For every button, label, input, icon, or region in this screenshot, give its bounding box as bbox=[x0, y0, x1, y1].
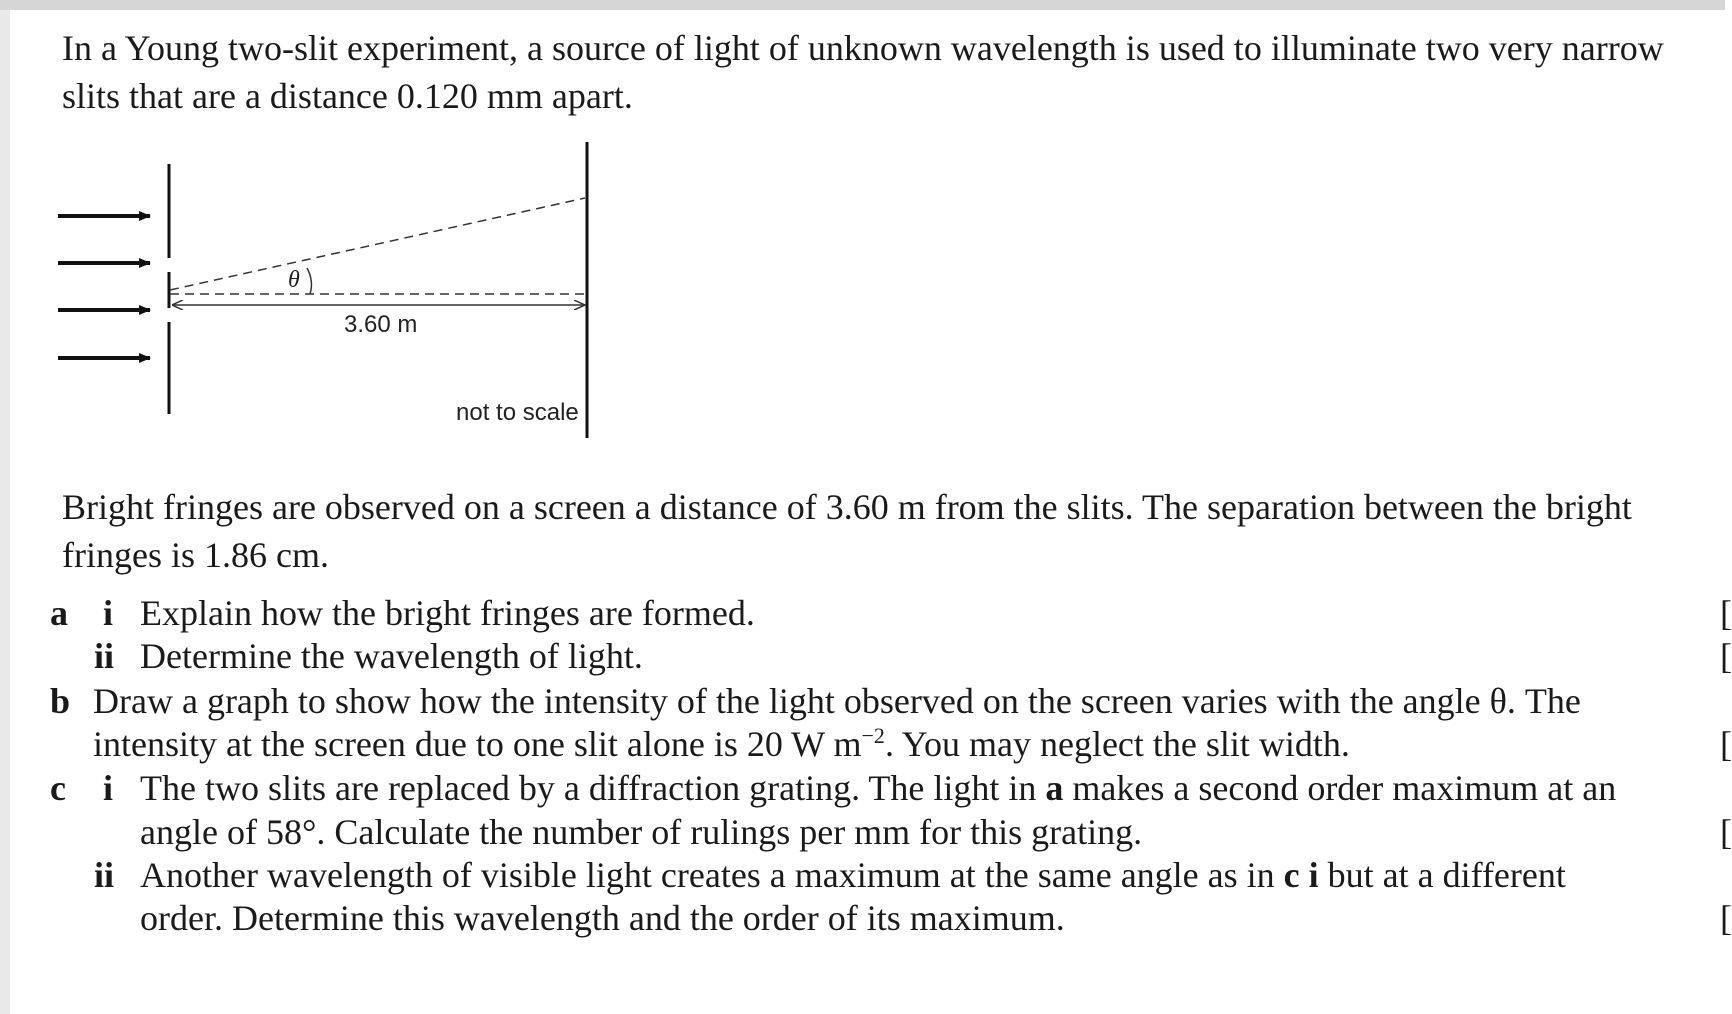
question-c-i-line1 bbox=[140, 764, 1616, 812]
question-a-i-label: i bbox=[103, 593, 114, 633]
question-c-ii-line1-start: Another wavelength of visible light creates a maximum at the same angle as in bbox=[140, 855, 1284, 895]
question-a-i-text: Explain how the bright fringes are formed. bbox=[140, 593, 755, 633]
question-c-i-line2: angle of 58°. Calculate the number of rulings per mm for this grating. bbox=[140, 812, 1143, 852]
question-b-line2-start: intensity at the screen due to one slit alone is 20 W m bbox=[93, 724, 862, 764]
question-b-label: b bbox=[50, 681, 71, 721]
mark-bracket: [ bbox=[1720, 724, 1732, 764]
ray-to-fringe bbox=[170, 198, 585, 290]
question-c-i-reference: a bbox=[1045, 768, 1064, 808]
incident-light-arrows bbox=[58, 216, 150, 358]
two-slit-diagram bbox=[52, 142, 702, 492]
question-c-ii-label: ii bbox=[94, 855, 115, 895]
question-c-i-label: i bbox=[103, 768, 114, 808]
not-to-scale-note: not to scale bbox=[456, 399, 579, 426]
distance-label: 3.60 m bbox=[344, 311, 418, 338]
mark-bracket: [ bbox=[1720, 593, 1732, 633]
mark-bracket: [ bbox=[1720, 898, 1732, 938]
unit-exponent: −2 bbox=[861, 723, 885, 748]
question-c-i-line1-end: makes a second order maximum at an bbox=[1063, 768, 1617, 808]
document-page bbox=[10, 10, 1732, 1014]
question-c-ii-line2: order. Determine this wavelength and the order of its maximum. bbox=[140, 898, 1065, 938]
question-a-ii-label: ii bbox=[94, 636, 115, 676]
question-c-ii-reference: c i bbox=[1283, 855, 1319, 895]
mark-bracket: [ bbox=[1720, 812, 1732, 852]
question-c-ii-line1 bbox=[140, 851, 1566, 899]
question-a-ii-text: Determine the wavelength of light. bbox=[140, 636, 643, 676]
intro-paragraph: In a Young two-slit experiment, a source of light of unknown wavelength is used to illuminate two very narrow slits that are a distance 0.120 mm apart. bbox=[62, 28, 1664, 116]
question-b-line2-end: . You may neglect the slit width. bbox=[884, 724, 1350, 764]
window-top-edge bbox=[0, 0, 1725, 10]
question-c-ii-line1-end: but at a different bbox=[1318, 855, 1566, 895]
observation-paragraph: Bright fringes are observed on a screen a distance of 3.60 m from the slits. The separation between the bright fringes is 1.86 cm. bbox=[62, 487, 1632, 575]
question-b-line2 bbox=[93, 720, 1350, 768]
window-left-edge bbox=[0, 10, 10, 1014]
angle-arc bbox=[307, 268, 311, 294]
question-b-line1: Draw a graph to show how the intensity of the light observed on the screen varies with the angle θ. The bbox=[93, 681, 1581, 721]
question-a-label: a bbox=[50, 593, 68, 633]
angle-label: θ bbox=[288, 267, 300, 293]
question-c-i-line1-start: The two slits are replaced by a diffraction grating. The light in bbox=[140, 768, 1046, 808]
mark-bracket: [ bbox=[1720, 636, 1732, 676]
question-c-label: c bbox=[50, 768, 66, 808]
